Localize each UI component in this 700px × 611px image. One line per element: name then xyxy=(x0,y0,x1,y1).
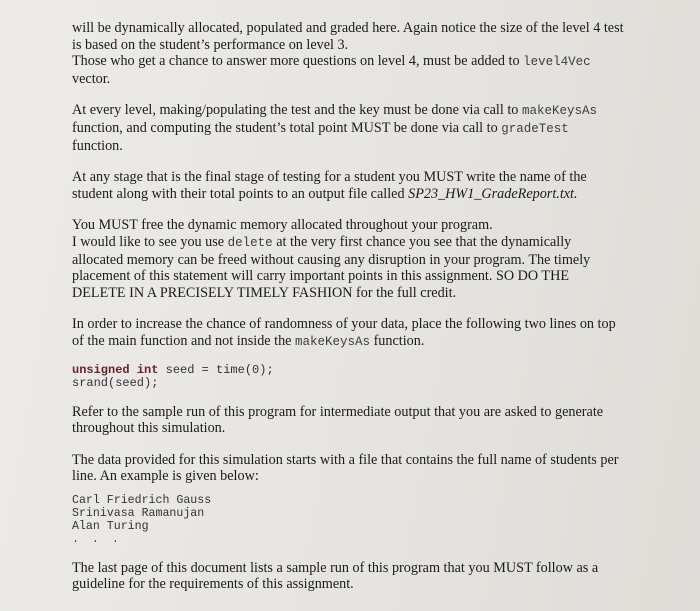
text-line: guideline for the requirements of this assignment. xyxy=(72,576,354,593)
inline-code-gradetest: gradeTest xyxy=(501,121,569,136)
text-line: DELETE IN A PRECISELY TIMELY FASHION for the full credit. xyxy=(72,284,457,301)
text-line: allocated memory can be freed without causing any disruption in your program. The timely xyxy=(72,251,591,268)
paragraph-every-level xyxy=(72,102,664,154)
code-block-seed xyxy=(72,364,664,390)
text-line: throughout this simulation. xyxy=(72,420,226,437)
student-name-list xyxy=(72,494,664,546)
text-line: line. An example is given below: xyxy=(72,468,259,485)
text-line: student along with their total points to an output file called SP23_HW1_GradeReport.txt. xyxy=(72,185,578,202)
text-line: is based on the student’s performance on level 3. xyxy=(72,36,349,53)
text-line: In order to increase the chance of randomness of your data, place the following two lines on top xyxy=(72,316,616,333)
paragraph-allocation xyxy=(72,20,664,87)
paragraph-randomness xyxy=(72,316,664,350)
paragraph-sample-run xyxy=(72,404,664,437)
paragraph-data-file xyxy=(72,452,664,485)
text-line: The data provided for this simulation starts with a file that contains the full name of students per xyxy=(72,451,619,468)
code-line: srand(seed); xyxy=(72,375,159,390)
text-line: Refer to the sample run of this program for intermediate output that you are asked to generate xyxy=(72,403,604,420)
text-line: placement of this statement will carry important points in this assignment. SO DO THE xyxy=(72,268,570,285)
text-line: The last page of this document lists a sample run of this program that you MUST follow as a xyxy=(72,559,599,576)
paragraph-last-page xyxy=(72,560,664,593)
paragraph-free-memory xyxy=(72,217,664,301)
inline-code-level4vec: level4Vec xyxy=(523,55,591,70)
text-line: I would like to see you use delete at the very first chance you see that the dynamically xyxy=(72,233,572,250)
text-line: will be dynamically allocated, populated and graded here. Again notice the size of the level 4 test xyxy=(72,20,624,36)
text-line: You MUST free the dynamic memory allocated throughout your program. xyxy=(72,217,493,234)
text-line: At any stage that is the final stage of testing for a student you MUST write the name of the xyxy=(72,169,587,186)
inline-code-makekeysas: makeKeysAs xyxy=(521,104,597,119)
document-body xyxy=(72,20,664,608)
output-filename: SP23_HW1_GradeReport.txt. xyxy=(408,185,578,202)
ellipsis: . . . xyxy=(72,532,122,546)
student-name: Srinivasa Ramanujan xyxy=(72,506,205,520)
text-line: function. xyxy=(72,137,123,154)
inline-code-delete: delete xyxy=(227,235,273,250)
paragraph-final-stage xyxy=(72,169,664,202)
text-line: vector. xyxy=(72,70,111,87)
text-line: of the main function and not inside the makeKeysAs function. xyxy=(72,332,425,349)
student-name: Alan Turing xyxy=(72,519,149,533)
code-line: unsigned int seed = time(0); xyxy=(72,362,274,377)
student-name: Carl Friedrich Gauss xyxy=(72,493,212,507)
text-line: At every level, making/populating the test and the key must be done via call to makeKeysAs xyxy=(72,102,597,119)
text-line: function, and computing the student’s total point MUST be done via call to gradeTest xyxy=(72,119,569,136)
text-line: Those who get a chance to answer more questions on level 4, must be added to level4Vec xyxy=(72,53,591,70)
inline-code-makekeysas-2: makeKeysAs xyxy=(295,334,371,349)
